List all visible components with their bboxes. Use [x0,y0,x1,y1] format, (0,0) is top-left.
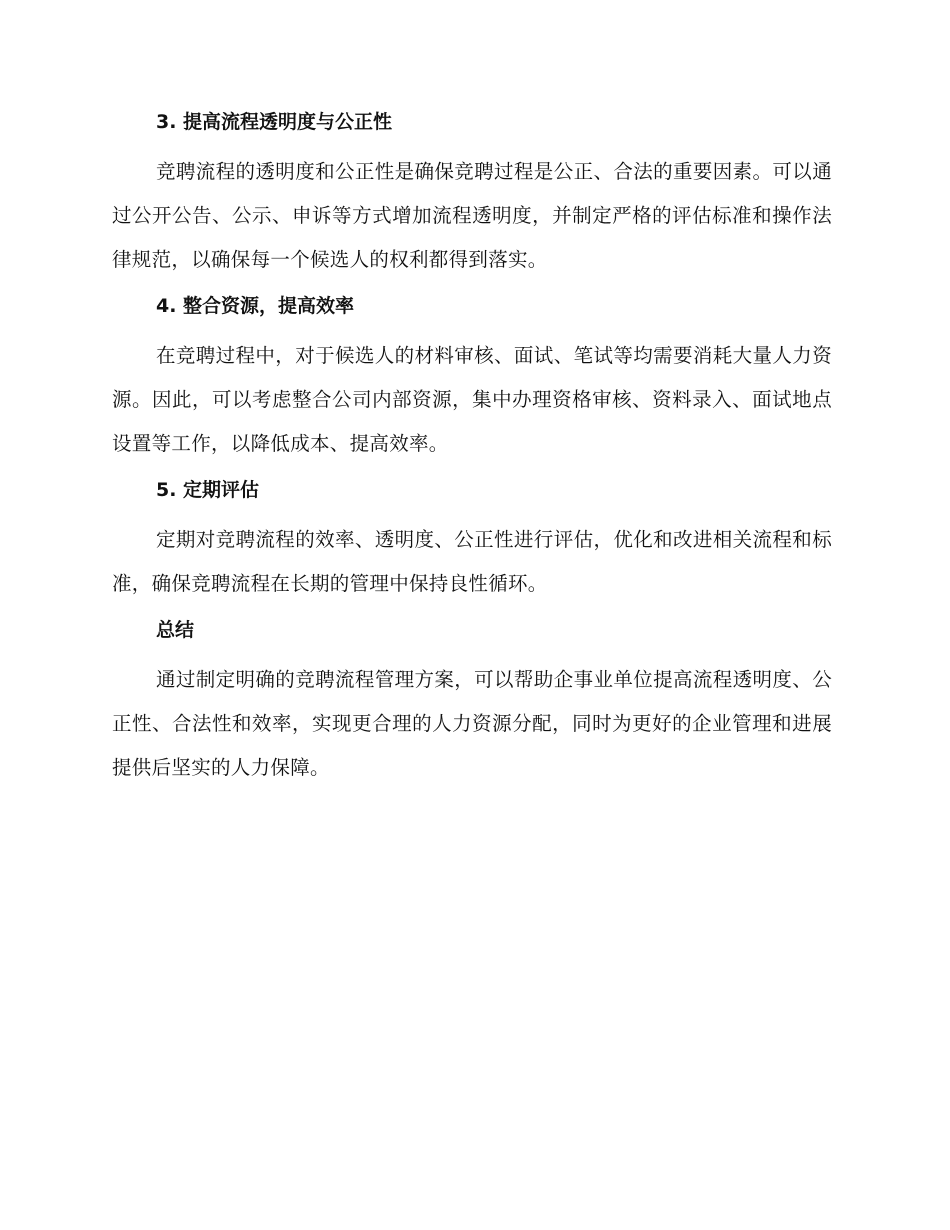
section-summary [112,616,832,790]
section-heading: 总结 [156,619,195,641]
section-paragraph: 通过制定明确的竞聘流程管理方案，可以帮助企事业单位提高流程透明度、公正性、合法性和效率，实现更合理的人力资源分配，同时为更好的企业管理和进展提供后坚实的人力保障。 [112,668,832,779]
section-transparency [112,108,832,282]
section-evaluation [112,476,832,606]
section-paragraph: 竞聘流程的透明度和公正性是确保竞聘过程是公正、合法的重要因素。可以通过公开公告、公示、申诉等方式增加流程透明度，并制定严格的评估标准和操作法律规范，以确保每一个候选人的权利都得到落实。 [112,160,832,271]
section-heading: 4. 整合资源，提高效率 [156,295,355,317]
section-heading: 3. 提高流程透明度与公正性 [156,111,393,133]
section-paragraph: 在竞聘过程中，对于候选人的材料审核、面试、笔试等均需要消耗大量人力资源。因此，可以考虑整合公司内部资源，集中办理资格审核、资料录入、面试地点设置等工作，以降低成本、提高效率。 [112,344,832,455]
section-heading: 5. 定期评估 [156,479,260,501]
section-resources [112,292,832,466]
section-paragraph: 定期对竞聘流程的效率、透明度、公正性进行评估，优化和改进相关流程和标准，确保竞聘流程在长期的管理中保持良性循环。 [112,528,832,595]
document-page [112,108,832,800]
